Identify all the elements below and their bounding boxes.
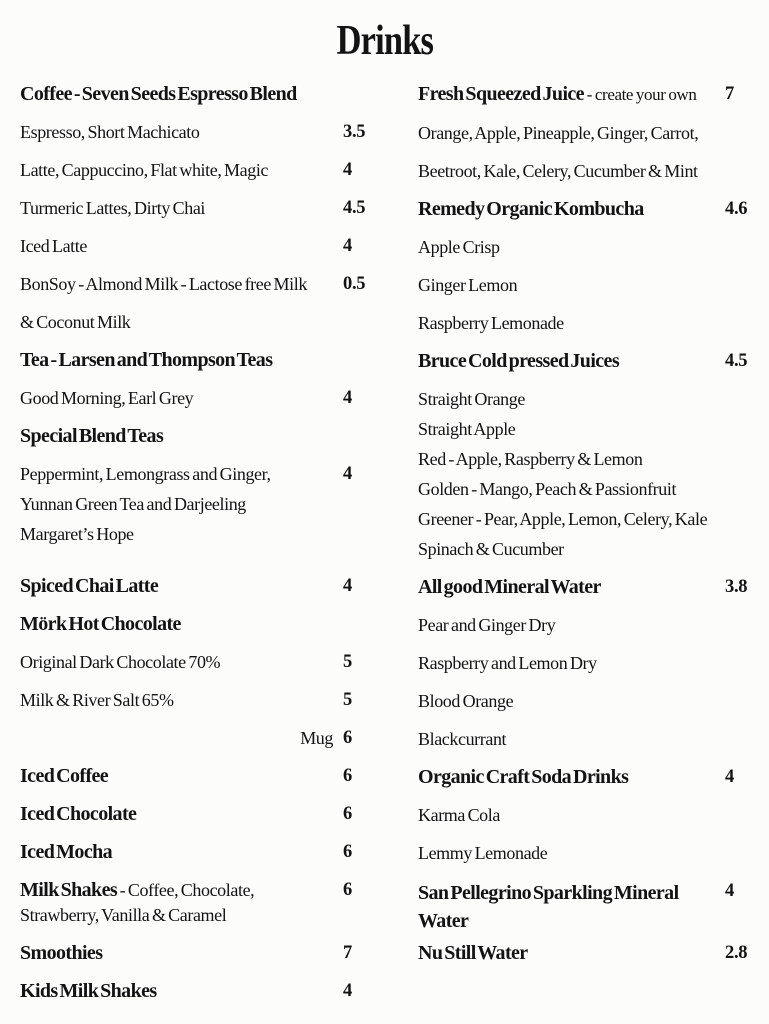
item-text: Karma Cola [418, 805, 500, 825]
menu-item [418, 447, 767, 471]
item-text: Iced Latte [20, 236, 87, 256]
menu-item-continuation [20, 492, 385, 516]
section-title: Tea - Larsen and Thompson Teas [20, 349, 273, 371]
section-heading-mork-hot-chocolate [20, 612, 385, 636]
section-heading-all-good-mineral-water [418, 575, 767, 599]
menu-item [418, 803, 767, 827]
item-text: Beetroot, Kale, Celery, Cucumber & Mint [418, 161, 698, 181]
section-heading-coffee [20, 82, 385, 106]
section-title: San Pellegrino Sparkling Mineral Water [418, 882, 679, 932]
section-heading-remedy-kombucha [418, 197, 767, 221]
item-price: 0.5 [343, 274, 366, 294]
item-price: 4 [725, 881, 734, 901]
section-heading-kids-milk-shakes [20, 979, 385, 1003]
section-title: Iced Mocha [20, 841, 113, 863]
section-title-note: - create your own [583, 85, 697, 104]
item-price: 6 [343, 842, 352, 862]
section-heading-special-blend-teas [20, 424, 385, 448]
menu-item [418, 235, 767, 259]
section-heading-tea [20, 348, 385, 372]
menu-item-continuation [20, 903, 385, 927]
menu-item [418, 689, 767, 713]
menu-item [20, 688, 385, 712]
item-price: 4 [725, 767, 734, 787]
item-text: Raspberry and Lemon Dry [418, 653, 597, 673]
section-heading-iced-coffee [20, 764, 385, 788]
menu-column-left [20, 82, 385, 1003]
section-title: Spiced Chai Latte [20, 575, 159, 597]
item-text: Spinach & Cucumber [418, 539, 564, 559]
section-heading-milk-shakes [20, 878, 385, 902]
menu-item [20, 120, 385, 144]
section-title-suffix: - Coffee, Chocolate, [117, 880, 255, 900]
item-price: 6 [343, 804, 352, 824]
item-text: Apple Crisp [418, 237, 500, 257]
item-text: Latte, Cappuccino, Flat white, Magic [20, 160, 269, 180]
menu-item-continuation [20, 522, 385, 546]
section-heading-smoothies [20, 941, 385, 965]
item-price: 6 [343, 728, 352, 748]
section-title: Special Blend Teas [20, 425, 164, 447]
menu-item [418, 417, 767, 441]
item-price: 7 [343, 943, 352, 963]
section-title: Remedy Organic Kombucha [418, 198, 644, 220]
menu-item [20, 234, 385, 258]
item-price: 4 [343, 388, 352, 408]
item-text: Blackcurrant [418, 729, 507, 749]
item-price: 3.5 [343, 122, 366, 142]
item-text: Straight Orange [418, 389, 525, 409]
item-price: 4 [343, 981, 352, 1001]
item-text: Yunnan Green Tea and Darjeeling [20, 494, 246, 514]
item-price: 7 [725, 84, 734, 104]
item-text: Good Morning, Earl Grey [20, 388, 194, 408]
menu-item [20, 386, 385, 410]
item-text: Orange, Apple, Pineapple, Ginger, Carrot, [418, 123, 699, 143]
item-text: Milk & River Salt 65% [20, 690, 174, 710]
menu-item [418, 507, 767, 531]
section-heading-bruce-cold-pressed [418, 349, 767, 373]
item-text: Ginger Lemon [418, 275, 518, 295]
item-text: Greener - Pear, Apple, Lemon, Celery, Kale [418, 509, 708, 529]
menu-item [418, 477, 767, 501]
section-title: Nu Still Water [418, 942, 528, 964]
item-price: 4 [343, 464, 352, 484]
section-heading-iced-mocha [20, 840, 385, 864]
item-price: 5 [343, 652, 352, 672]
section-heading-san-pellegrino [418, 879, 767, 935]
item-text: & Coconut Milk [20, 312, 131, 332]
section-title: Coffee - Seven Seeds Espresso Blend [20, 83, 297, 105]
item-text: Golden - Mango, Peach & Passionfruit [418, 479, 677, 499]
item-price: 4 [343, 236, 352, 256]
item-price: 3.8 [725, 577, 748, 597]
menu-item [20, 196, 385, 220]
item-price: 6 [343, 766, 352, 786]
section-heading-iced-chocolate [20, 802, 385, 826]
section-title: Iced Coffee [20, 765, 109, 787]
item-text: Original Dark Chocolate 70% [20, 652, 221, 672]
menu-item [418, 651, 767, 675]
item-text: Peppermint, Lemongrass and Ginger, [20, 464, 271, 484]
section-title: Iced Chocolate [20, 803, 137, 825]
item-price: 2.8 [725, 943, 748, 963]
section-title-bold: Milk Shakes [20, 879, 118, 901]
item-price: 4 [343, 160, 352, 180]
menu-item [418, 613, 767, 637]
section-title [418, 82, 725, 107]
menu-item-continuation [418, 537, 767, 561]
item-price: 4.5 [343, 198, 366, 218]
menu-item [20, 272, 385, 296]
section-heading-spiced-chai-latte [20, 574, 385, 598]
item-text: BonSoy - Almond Milk - Lactose free Milk [20, 274, 307, 294]
item-text: Margaret’s Hope [20, 524, 134, 544]
item-text: Turmeric Lattes, Dirty Chai [20, 198, 206, 218]
item-price: 5 [343, 690, 352, 710]
section-title [20, 878, 343, 902]
menu-item [20, 650, 385, 674]
item-text: Raspberry Lemonade [418, 313, 564, 333]
item-text: Lemmy Lemonade [418, 843, 548, 863]
menu-column-right [418, 82, 767, 965]
section-heading-organic-craft-soda [418, 765, 767, 789]
section-title: Organic Craft Soda Drinks [418, 766, 629, 788]
menu-item [418, 727, 767, 751]
item-text: Pear and Ginger Dry [418, 615, 556, 635]
page-title-text: Drinks [336, 18, 433, 64]
menu-item [20, 158, 385, 182]
section-heading-fresh-squeezed-juice [418, 82, 767, 107]
menu-item [418, 841, 767, 865]
menu-item-continuation [418, 159, 767, 183]
menu-item [418, 273, 767, 297]
item-price: 4.5 [725, 351, 748, 371]
item-text: Mug [300, 728, 333, 748]
section-title: Smoothies [20, 942, 103, 964]
menu-item-continuation [418, 121, 767, 145]
item-text: Espresso, Short Machicato [20, 122, 200, 142]
menu-item-continuation [20, 310, 385, 334]
section-title: Kids Milk Shakes [20, 980, 157, 1002]
menu-item-mug [20, 726, 385, 750]
section-title: Mörk Hot Chocolate [20, 613, 181, 635]
item-price: 4 [343, 576, 352, 596]
item-text: Straight Apple [418, 419, 516, 439]
item-text: Blood Orange [418, 691, 514, 711]
item-price: 4.6 [725, 199, 748, 219]
menu-item [418, 311, 767, 335]
item-text: Red - Apple, Raspberry & Lemon [418, 449, 643, 469]
menu-columns [0, 82, 769, 1003]
section-title: All good Mineral Water [418, 576, 601, 598]
section-title-bold: Fresh Squeezed Juice [418, 83, 584, 105]
menu-item [20, 462, 385, 486]
item-price: 6 [343, 880, 352, 900]
section-heading-nu-still-water [418, 941, 767, 965]
page-title [0, 18, 769, 64]
item-text: Strawberry, Vanilla & Caramel [20, 905, 227, 925]
menu-item [418, 387, 767, 411]
section-title: Bruce Cold pressed Juices [418, 350, 620, 372]
